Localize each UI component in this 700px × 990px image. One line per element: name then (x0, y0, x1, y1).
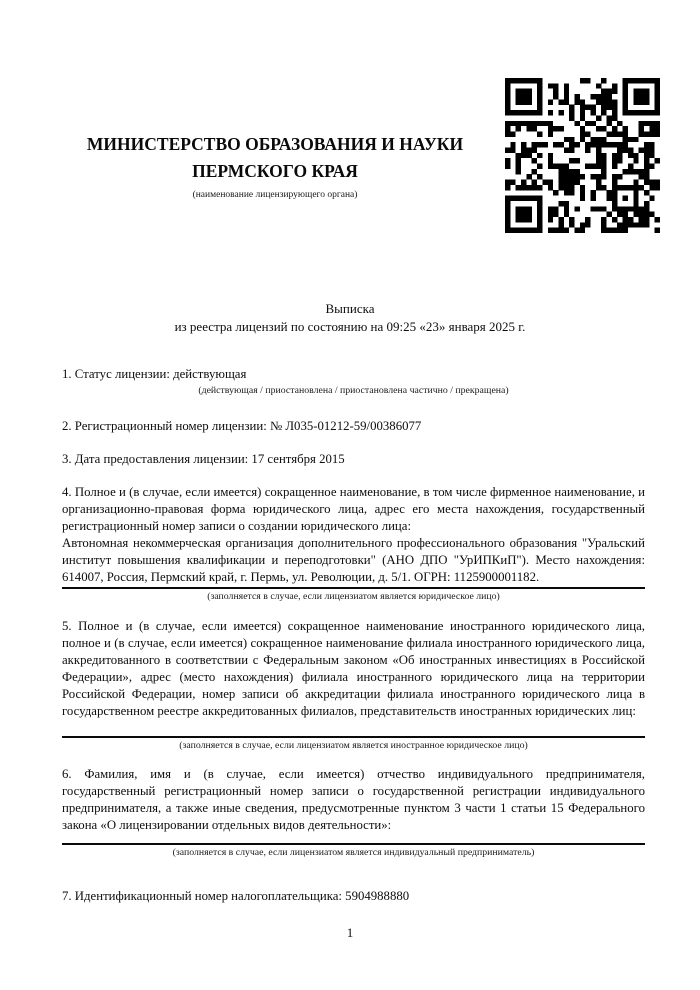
fill-line (62, 843, 645, 845)
taxpayer-number-text: 7. Идентификационный номер налогоплательщика: 5904988880 (62, 889, 410, 903)
item-legal-entity (62, 484, 645, 603)
document-title (0, 300, 700, 336)
license-status-caption: (действующая / приостановлена / приостановлена частично / прекращена) (198, 385, 509, 396)
item-registration-number (62, 418, 645, 435)
title-line2: из реестра лицензий по состоянию на 09:25 «23» января 2025 г. (174, 319, 526, 334)
license-status-text: 1. Статус лицензии: действующая (62, 367, 247, 381)
license-date-text: 3. Дата предоставления лицензии: 17 сентября 2015 (62, 452, 345, 466)
ministry-name-line1: МИНИСТЕРСТВО ОБРАЗОВАНИЯ И НАУКИ (86, 134, 464, 154)
individual-entrepreneur-caption: (заполняется в случае, если лицензиатом является индивидуальный предприниматель) (172, 847, 535, 858)
individual-entrepreneur-label: 6. Фамилия, имя и (в случае, если имеется) отчество индивидуального предпринимателя, государственный регистрационный номер записи о государственной регистрации индивидуального предпринимателя, а также иные сведения, предусмотренные пунктом 3 части 1 статьи 15 Федерального закона «О лицензировании отдельных видов деятельности»: (62, 767, 645, 832)
item-taxpayer-number (62, 888, 645, 905)
item-license-status (62, 366, 645, 397)
registration-number-text: 2. Регистрационный номер лицензии: № Л035-01212-59/00386077 (62, 419, 422, 433)
legal-entity-label: 4. Полное и (в случае, если имеется) сокращенное наименование, в том числе фирменное наименование, и организационно-правовая форма юридического лица, адрес его места нахождения, государственный регистрационный номер записи о создании юридического лица: (62, 485, 645, 533)
fill-line (62, 736, 645, 738)
title-line1: Выписка (325, 301, 375, 316)
ministry-caption: (наименование лицензирующего органа) (192, 190, 358, 200)
qr-code (505, 78, 660, 240)
legal-entity-caption: (заполняется в случае, если лицензиатом является юридическое лицо) (207, 591, 500, 602)
page-number: 1 (346, 925, 354, 940)
item-individual-entrepreneur (62, 766, 645, 859)
legal-entity-value: Автономная некоммерческая организация дополнительного профессионального образования "Уральский институт повышения квалификации и переподготовки" (АНО ДПО "УрИПКиП"). Место нахождения: 614007, Россия, Пермский край, г. Пермь, ул. Революции, д. 5/1. ОГРН: 1125900001182. (62, 536, 645, 584)
document-body (62, 366, 645, 905)
qr-code-image (505, 78, 660, 240)
item-foreign-entity (62, 618, 645, 752)
item-license-date (62, 451, 645, 468)
fill-line (62, 587, 645, 589)
foreign-entity-caption: (заполняется в случае, если лицензиатом является иностранное юридическое лицо) (179, 740, 528, 751)
licensing-authority-block (60, 131, 490, 201)
ministry-name-line2: ПЕРМСКОГО КРАЯ (192, 161, 358, 181)
foreign-entity-label: 5. Полное и (в случае, если имеется) сокращенное наименование иностранного юридического лица, полное и (в случае, если имеется) сокращенное наименование филиала иностранного юридического лица, аккредитованного в соответствии с Федеральным законом «Об иностранных инвестициях в Российской Федерации», адрес (место нахождения) филиала иностранного юридического лица на территории Российской Федерации, номер записи об аккредитации филиала иностранного юридического лица в государственном реестре аккредитованных филиалов, представительств иностранных юридических лиц: (62, 619, 645, 718)
